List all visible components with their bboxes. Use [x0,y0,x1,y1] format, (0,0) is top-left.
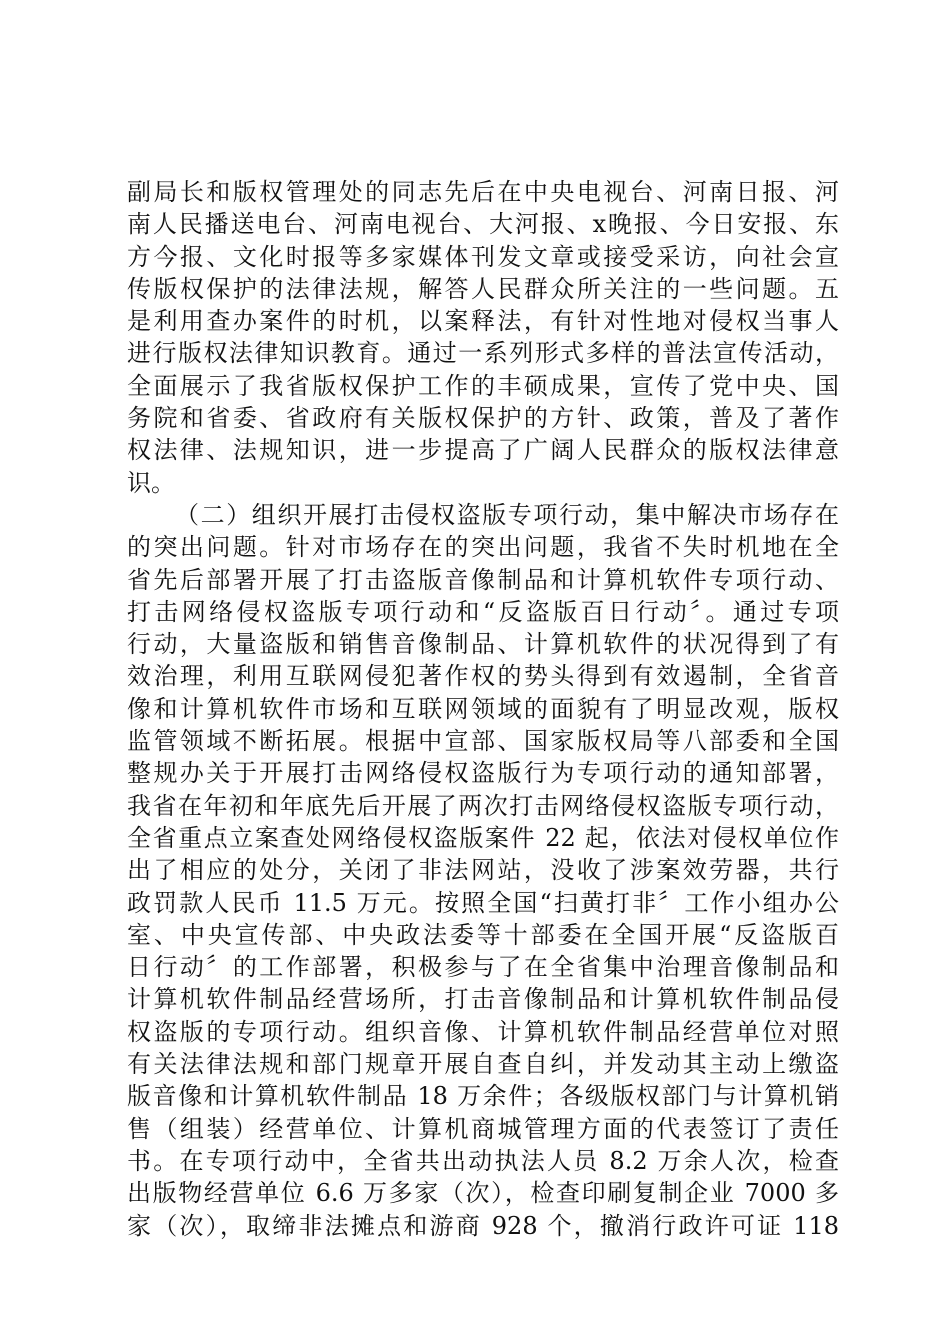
text-line: （二）组织开展打击侵权盗版专项行动，集中解决市场存在 [175,500,839,529]
paragraph-2 [127,499,839,1242]
text-line: 室、中央宣传部、中央政法委等十部委在全国开展“反盗版百 [127,920,839,949]
text-line: 监管领域不断拓展。根据中宣部、国家版权局等八部委和全国 [127,727,839,756]
text-line: 副局长和版权管理处的同志先后在中央电视台、河南日报、河 [127,178,839,206]
text-line: 像和计算机软件市场和互联网领域的面貌有了明显改观，版权 [127,694,839,723]
paragraph-1 [127,176,839,499]
text-line: 整规办关于开展打击网络侵权盗版行为专项行动的通知部署， [127,759,839,788]
text-line: 行动，大量盗版和销售音像制品、计算机软件的状况得到了有 [127,630,839,659]
text-line: 方今报、文化时报等多家媒体刊发文章或接受采访，向社会宣 [127,242,839,271]
text-line: 出版物经营单位 6.6 万多家（次），检查印刷复制企业 7000 多 [127,1179,839,1208]
text-line: 识。 [127,468,175,497]
text-line: 书。在专项行动中，全省共出动执法人员 8.2 万余人次，检查 [127,1146,839,1175]
document-body [127,176,839,1242]
text-line: 南人民播送电台、河南电视台、大河报、x晚报、今日安报、东 [127,210,839,239]
text-line: 日行动〞的工作部署，积极参与了在全省集中治理音像制品和 [127,953,839,982]
text-line: 我省在年初和年底先后开展了两次打击网络侵权盗版专项行动， [127,791,839,820]
text-line: 售（组装）经营单位、计算机商城管理方面的代表签订了责任 [127,1114,839,1143]
text-line: 省先后部署开展了打击盗版音像制品和计算机软件专项行动、 [127,565,839,594]
text-line: 出了相应的处分，关闭了非法网站，没收了涉案效劳器，共行 [127,856,839,885]
text-line: 家（次），取缔非法摊点和游商 928 个，撤消行政许可证 118 [127,1211,839,1240]
text-line: 进行版权法律知识教育。通过一系列形式多样的普法宣传活动， [127,339,839,368]
text-line: 权盗版的专项行动。组织音像、计算机软件制品经营单位对照 [127,1017,839,1046]
text-line: 全省重点立案查处网络侵权盗版案件 22 起，依法对侵权单位作 [127,823,839,852]
text-line: 全面展示了我省版权保护工作的丰硕成果，宣传了党中央、国 [127,371,839,400]
text-line: 打击网络侵权盗版专项行动和“反盗版百日行动〞。通过专项 [127,597,839,626]
text-line: 是利用查办案件的时机，以案释法，有针对性地对侵权当事人 [127,307,839,336]
text-line: 政罚款人民币 11.5 万元。按照全国“扫黄打非〞工作小组办公 [127,888,839,917]
text-line: 有关法律法规和部门规章开展自查自纠，并发动其主动上缴盗 [127,1050,839,1079]
text-line: 权法律、法规知识，进一步提高了广阔人民群众的版权法律意 [127,436,839,465]
text-line: 务院和省委、省政府有关版权保护的方针、政策，普及了著作 [127,404,839,433]
text-line: 效治理，利用互联网侵犯著作权的势头得到有效遏制，全省音 [127,662,839,691]
text-line: 的突出问题。针对市场存在的突出问题，我省不失时机地在全 [127,533,839,562]
text-line: 传版权保护的法律法规，解答人民群众所关注的一些问题。五 [127,274,839,303]
text-line: 计算机软件制品经营场所，打击音像制品和计算机软件制品侵 [127,985,839,1014]
text-line: 版音像和计算机软件制品 18 万余件；各级版权部门与计算机销 [127,1082,839,1111]
